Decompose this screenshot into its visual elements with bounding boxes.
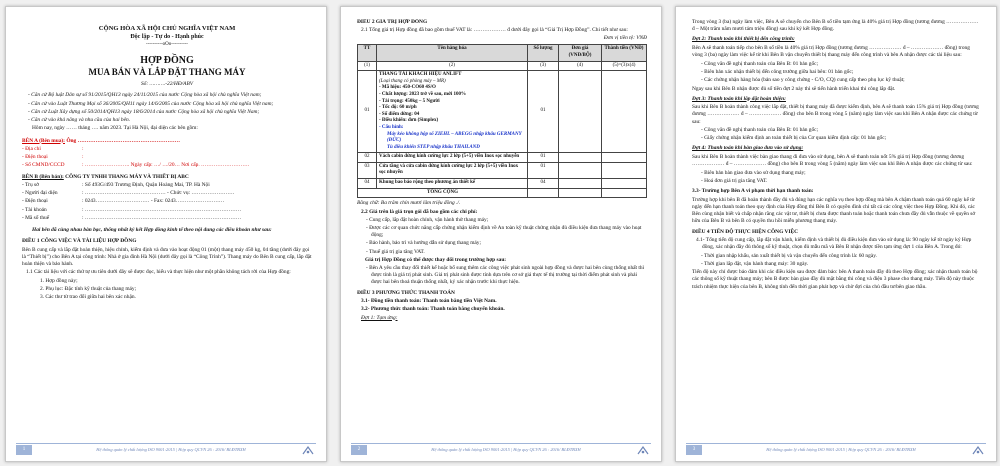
table-cell [602, 188, 647, 198]
party-b-row [22, 190, 312, 197]
page-1 [5, 6, 327, 462]
article-1-list-item: 3. Các thư từ trao đổi giữa hai bên xác nhận. [40, 293, 136, 300]
party-a [22, 138, 312, 145]
product-subtitle: (Loại thang có phòng máy – MR) [379, 78, 446, 84]
contract-number: Số: ……….-22/HĐ/ABV [140, 81, 194, 88]
currency-unit: Đơn vị tiền tệ: VNĐ [603, 35, 647, 42]
header-separator: ----------oOo---------- [146, 41, 188, 47]
company-logo-icon [635, 445, 651, 455]
table-row [358, 71, 647, 153]
phase-3-item: - Công văn đề nghị thanh toán của Bên B: 01 bản gốc; [701, 127, 819, 134]
table-cell [559, 162, 602, 178]
article-2-1: 2.1 Tổng giá trị Hợp đồng đã bao gồm thuế VAT là: ……………… đ dưới đây gọi là “Giá Trị Hợp Đồng”. Chi tiết như sau: [361, 27, 628, 34]
price-table [357, 44, 647, 198]
party-b-row [22, 198, 312, 205]
national-header: CỘNG HÒA XÃ HỘI CHỦ NGHĨA VIỆT NAM [98, 25, 236, 32]
table-cell: 01 [528, 153, 559, 163]
phase-4-item: - Biên bản bàn giao đưa vào sử dụng thang máy; [701, 169, 806, 176]
phase-2-title: Đợt 2: Thanh toán khi thiết bị đến công trình: [692, 36, 795, 43]
page-3-content [692, 19, 982, 439]
phase-3-item: - Giấy chứng nhận kiểm định an toàn thiết bị của Cơ quan kiểm định cấp: 01 bản gốc; [701, 135, 887, 142]
national-motto: Độc lập - Tự do - Hạnh phúc [130, 33, 204, 40]
article-4-1: 4.1- Tổng tiến độ cung cấp, lắp đặt vận hành, kiểm định và thiết bị đủ điều kiện đưa vào sử dụng là: 90 ngày kể từ ngày ký Hợp đồng, xác nhận đầy đủ thông số kỹ thuật, chọn đủ mẫu mã và Bên B nhận được tiền tạm ứng đợt 1 của Bên A. Trong đó: [696, 237, 972, 251]
article-4-text: Tiến độ này chỉ được bảo đảm khi các điều kiện sau được đảm bảo: bên A thanh toán đầy đủ theo Hợp đồng; xác nhận thanh toán bộ các thông số kỹ thuật thang máy; bên B được bàn giao đầy đủ mặt bằng thi công và điện 3 phase cho thang máy. Tiến độ này thuộc trách nhiệm thực hiện của bên B, không tính đến thời gian phát hợp và chờ đợi của chủ đầu tư/bên giao thầu. [692, 269, 978, 290]
party-a-label: BÊN A (Bên mua): [22, 137, 65, 144]
row-value: : ……………………………………… - Chức vụ: …………………… [82, 190, 235, 197]
table-cell [602, 179, 647, 189]
article-3-3-text: Trường hợp khi bên B đã hoàn thành đầy đủ và đúng hạn các nghĩa vụ theo hợp đồng mà bên A chậm thanh toán quá 60 ngày kể từ ngày đến hạn thanh toán theo quy định của Hợp đồng thì Bên B có quyền đình chỉ tất cả các công việc theo Hợp Đồng. Khi đó, các Bên cùng nhận biết và chấp nhận rằng các vật tư, thiết bị chưa được thanh toán hoặc thanh toán chưa đầy đủ vẫn thuộc về quyền sở hữu của Bên B và bên B có quyền thu hồi miễn phương thang máy. [692, 196, 976, 224]
party-a-row [22, 146, 312, 153]
row-value: : 0243………………………… - Fax: 0243……………………… [82, 198, 225, 205]
table-cell: 04 [528, 179, 559, 189]
th-unit-price: Đơn giá (VNĐ/BỘ) [559, 45, 602, 61]
phase-1-title: Đợt 1: Tạm ứng: [361, 314, 398, 321]
table-cell: (3) [528, 61, 559, 71]
article-4-title: ĐIỀU 4 TIẾN ĐỘ THỰC HIỆN CÔNG VIỆC [692, 229, 798, 236]
page-3 [675, 6, 997, 462]
article-4-item: - Thời gian nhập khẩu, sản xuất thiết bị và vận chuyển đến công trình là: 60 ngày. [701, 252, 877, 259]
page-footer [686, 443, 986, 456]
article-2-2-item: - Cung cấp, lắp đặt hoàn chỉnh, vận hành thử thang máy; [366, 217, 489, 223]
spec-line: - Tốc độ: 60 m/ph [379, 105, 417, 111]
row-value: : [82, 153, 84, 160]
table-cell: 01 [528, 71, 559, 153]
row-key: - Mã số thuế [22, 214, 50, 221]
table-cell [528, 188, 559, 198]
article-3-3: 3.3- Trường hợp Bên A vi phạm thời hạn thanh toán: [692, 188, 814, 194]
page-number: 1 [16, 445, 32, 455]
config-line: Tủ điều khiển STEP nhập khẩu THAILAND [387, 144, 480, 150]
phase-2-item: - Biên bản xác nhận thiết bị đến công trường giữa hai bên: 01 bản gốc; [701, 68, 854, 75]
footer-text: Hệ thống quản lý chất lượng ISO 9001:2015 | Hợp quy QCVN 26 : 2016/ BLĐTBXH [431, 447, 581, 453]
total-label: TỔNG CỘNG [358, 188, 528, 198]
party-b-row [22, 182, 312, 189]
table-numbering-row [358, 61, 647, 71]
amount-in-words: Bằng chữ: Ba trăm chín mươi lăm triệu đồng ./. [357, 200, 461, 207]
footer-text: Hệ thống quản lý chất lượng ISO 9001:2015 | Hợp quy QCVN 26 : 2016/ BLĐTBXH [96, 447, 246, 453]
article-3-2: 3.2- Phương thức thanh toán: Thanh toán bằng chuyển khoản. [361, 306, 505, 313]
row-key: - Số CMND/CCCD [22, 161, 65, 168]
table-cell: Vách cabin đứng kính cường lực 2 lớp (5+5) viền Inox sọc nhuyễn [377, 153, 528, 163]
article-2-2: 2.2 Giá trên là giá trọn gói đã bao gồm các chi phí: [361, 208, 478, 215]
row-key: - Trụ sở [22, 182, 39, 189]
th-tt: TT [358, 45, 377, 61]
table-cell: Cửa tầng và cửa cabin đứng kính cường lực 2 lớp (5+5) viền Inox sọc nhuyễn [377, 162, 528, 178]
party-b [22, 174, 312, 181]
table-cell: 01 [358, 71, 377, 153]
table-cell [559, 153, 602, 163]
row-key: - Người đại diện [22, 190, 58, 197]
table-cell [602, 162, 647, 178]
table-cell [602, 71, 647, 153]
legal-basis-2: - Căn cứ vào Luật Thương Mại số 36/2005/QH11 ngày 14/6/2005 của nước Cộng hòa xã hội chủ nghĩa Việt nam; [28, 100, 274, 107]
contract-subtitle: MUA BÁN VÀ LẮP ĐẶT THANG MÁY [88, 67, 246, 78]
agreement-text: Hai bên đã cùng nhau bàn bạc, thống nhất ký kết Hợp đồng kinh tế theo nội dung các điều khoản như sau: [32, 226, 272, 233]
page-footer [351, 443, 651, 456]
article-1-list-item: 1. Hợp đồng này; [40, 277, 78, 284]
table-cell [602, 153, 647, 163]
legal-basis-1: - Căn cứ Bộ luật Dân sự số 91/2015/QH13 ngày 24/11/2015 của nước Cộng hòa xã hội chủ nghĩa Việt nam; [28, 92, 262, 99]
page-footer [16, 443, 316, 456]
table-cell [559, 71, 602, 153]
footer-text: Hệ thống quản lý chất lượng ISO 9001:2015 | Hợp quy QCVN 26 : 2016/ BLĐTBXH [766, 447, 916, 453]
th-amount: Thành tiền (VNĐ) [602, 45, 647, 61]
row-key: - Điện thoại [22, 198, 48, 205]
article-2-2-item: - Bảo hành, bảo trì và hướng dẫn sử dụng thang máy; [366, 240, 481, 247]
article-1-list-item: 2. Phụ lục: Đặc tính kỹ thuật của thang máy; [40, 285, 137, 292]
config-label: - Cấu hình: [379, 124, 404, 130]
phase-3-text: Sau khi Bên B hoàn thành công việc lắp đặt, thiết bị thang máy đã được kiểm định, bên A sẽ thanh toán 15% giá trị Hợp đồng (tương đương ……………… đ – ……………… đồng) cho bên B trong vòng 5 (năm) ngày làm việc sau khi Bên A nhận được các chứng từ sau: [692, 104, 979, 125]
row-key: - Tài khoản [22, 206, 47, 213]
page-1-content [22, 19, 312, 439]
article-2-3-title: Giá trị Hợp Đồng có thể được thay đổi trong trường hợp sau: [365, 256, 507, 263]
article-4-item: - Thời gian lắp đặt, vận hành thang máy: 30 ngày. [701, 260, 809, 267]
phase-2-note: Ngay sau khi Bên B nhận được đủ số tiền đợt 2 này thì sẽ tiến hành triển khai thi công lắp đặt. [692, 85, 896, 92]
phase-1-text: Trong vòng 3 (ba) ngày làm việc, Bên A sẽ chuyển cho Bên B số tiền tạm ứng là 40% giá trị Hợp đồng (tương đương ……………… đ – Một trăm năm mươi tám triệu đồng) sau khi ký kết Hợp đồng. [692, 19, 979, 33]
page-number: 3 [686, 445, 702, 455]
phase-3-title: Đợt 3: Thanh toán khi lắp đặt hoàn thiện: [692, 95, 786, 102]
table-cell: 03 [358, 162, 377, 178]
article-3-title: ĐIỀU 3 PHƯƠNG THỨC THANH TOÁN [357, 290, 455, 297]
party-b-row [22, 215, 312, 222]
config-line: Máy kéo không hộp số ZIEHL – ABEGG nhập khẩu GERMANY (ĐỨC) [387, 131, 522, 144]
article-2-3-text: - Bên A yêu cầu thay đổi thiết kế hoặc bổ sung thêm các công việc phát sinh ngoài hợp đồng và được hai bên cùng thống nhất thì được tính là giá trị phát sinh. Giá trị phát sinh được tính dựa trên cơ sở giá thực tế thị trường tại thời điểm phát sinh và phải được hai bên thoả thuận thống nhất, ký xác nhận trước khi thực hiện. [366, 264, 645, 285]
row-key: - Điện thoại [22, 153, 48, 160]
row-value: : Số 493G/493 Trương Định, Quận Hoàng Mai, TP. Hà Nội [82, 182, 210, 189]
row-value: : ……………………. Ngày cấp: …/ …/20… Nơi cấp. ……………………… [82, 161, 250, 168]
article-3-1: 3.1- Đồng tiền thanh toán: Thanh toán bằng tiền Việt Nam. [361, 298, 497, 305]
article-1-1: 1.1 Các tài liệu với các thứ tự ưu tiên dưới đây sẽ được đọc, hiểu và thực hiện như một phần không tách rời của Hợp đồng: [26, 269, 291, 276]
party-b-name: CÔNG TY TNHH THANG MÁY VÀ THIẾT BỊ ABC [65, 174, 189, 181]
article-1-text: Bên B cung cấp và lắp đặt hoàn thiện, hiệu chỉnh, kiểm định và đưa vào hoạt động 01 (một) thang máy 450 kg, 04 tầng (dưới đây gọi là “Thiết bị”) cho Bên A tại công trình: Nhà ở gia đình Hà Nội (dưới đây gọi là “Công Trình”). Thang máy do Bên B cung cấp, lắp đặt hoàn thiện và bảo hành. [22, 246, 312, 267]
phase-4-title: Đợt 4: Thanh toán khi bàn giao đưa vào sử dụng: [692, 145, 804, 152]
party-b-row [22, 207, 312, 214]
table-total-row [358, 188, 647, 198]
table-cell: (5)=(3)x(4) [602, 61, 647, 71]
row-value: : …………………………………………………………………………… [82, 206, 242, 213]
phase-2-text: Bên A sẽ thanh toán tiếp cho bên B số tiền là 40% giá trị Hợp đồng (tương đương ……………… đ – ……………… đồng) trong vòng 3 (ba) ngày làm việc kể từ khi Bên B vận chuyển thiết bị thang máy đến công trình và bên A nhận được các tài liệu sau: [692, 44, 970, 58]
phase-4-text: Sau khi Bên B hoàn thành việc bàn giao thang đi đưa vào sử dụng, bên A sẽ thanh toán nốt 5% giá trị Hợp đồng (tương đương ……………… đ – ……………… đồng) cho bên B trong vòng 5 (năm) ngày làm việc sau khi Bên A nhận được các chứng từ sau: [692, 154, 973, 168]
th-qty: Số lượng [528, 45, 559, 61]
table-cell: (1) [358, 61, 377, 71]
table-row [358, 162, 647, 178]
table-cell [559, 179, 602, 189]
article-2-2-item: - Thuế giá trị gia tăng VAT. [366, 248, 425, 255]
table-cell: 04 [358, 179, 377, 189]
table-cell [377, 71, 528, 153]
table-cell: Khung bao bảo rộng theo phương án thiết kế [377, 179, 528, 189]
article-2-2-item: - Được các cơ quan chức năng cấp chứng nhận kiểm định về An toàn kỹ thuật chứng nhận đủ điều kiện đưa thang máy vào hoạt động; [366, 225, 642, 239]
table-cell: 02 [358, 153, 377, 163]
party-a-row [22, 154, 312, 161]
page-number: 2 [351, 445, 367, 455]
product-title: THANG TẢI KHÁCH HIỆU ANLIFT [379, 72, 462, 78]
party-a-row [22, 162, 312, 169]
company-logo-icon [970, 445, 986, 455]
table-row [358, 153, 647, 163]
phase-2-item: - Công văn đề nghị thanh toán của Bên B: 01 bản gốc; [701, 60, 819, 67]
page-2-content [357, 19, 647, 439]
th-name: Tên hàng hóa [377, 45, 528, 61]
phase-2-item: - Các chứng nhận hàng hóa (bản sao y công chứng - C/O, CQ) cung cấp theo phụ lục kỹ thuật; [701, 76, 905, 83]
table-row [358, 179, 647, 189]
table-cell: 01 [528, 162, 559, 178]
article-1-title: ĐIỀU 1 CÔNG VIỆC VÀ TÀI LIỆU HỢP ĐỒNG [22, 237, 137, 244]
table-header-row [358, 45, 647, 61]
table-cell: (2) [377, 61, 528, 71]
party-a-name: Ông ………………………………………………… [66, 137, 180, 144]
spec-line: - Chất lượng: 2023 trở về sau, mới 100% [379, 91, 466, 97]
row-value: : …………………………………………………………………………… [82, 214, 242, 221]
date-line: Hôm nay, ngày …… tháng …. năm 2023. Tại Hà Nội, đại diện các bên gồm: [32, 125, 198, 132]
legal-basis-4: - Căn cứ vào khả năng và nhu cầu của hai bên. [28, 116, 131, 123]
row-value: : [82, 145, 84, 152]
table-cell [559, 188, 602, 198]
contract-title: HỢP ĐỒNG [140, 55, 194, 67]
spec-line: - Tải trọng: 450kg – 5 Người [379, 98, 440, 104]
company-logo-icon [300, 445, 316, 455]
row-key: - Địa chỉ [22, 145, 41, 152]
page-2 [340, 6, 662, 462]
spec-line: - Mã hiệu: 450-CO60 4S/O [379, 85, 436, 91]
phase-4-item: - Hoá đơn giá trị gia tăng VAT. [701, 177, 768, 184]
spec-line: - Điều khiển: đơn (Simplex) [379, 118, 439, 124]
legal-basis-3: - Căn cứ Luật Xây dựng số 50/2014/QH13 ngày 18/6/2014 của nước Cộng hòa xã hội chủ nghĩa Việt Nam; [28, 108, 260, 115]
table-cell: (4) [559, 61, 602, 71]
spec-line: - Số điểm dừng: 04 [379, 111, 420, 117]
party-b-label: BÊN B (Bên bán): [22, 174, 64, 181]
article-2-title: ĐIỀU 2 GIÁ TRỊ HỢP ĐỒNG [357, 19, 428, 25]
